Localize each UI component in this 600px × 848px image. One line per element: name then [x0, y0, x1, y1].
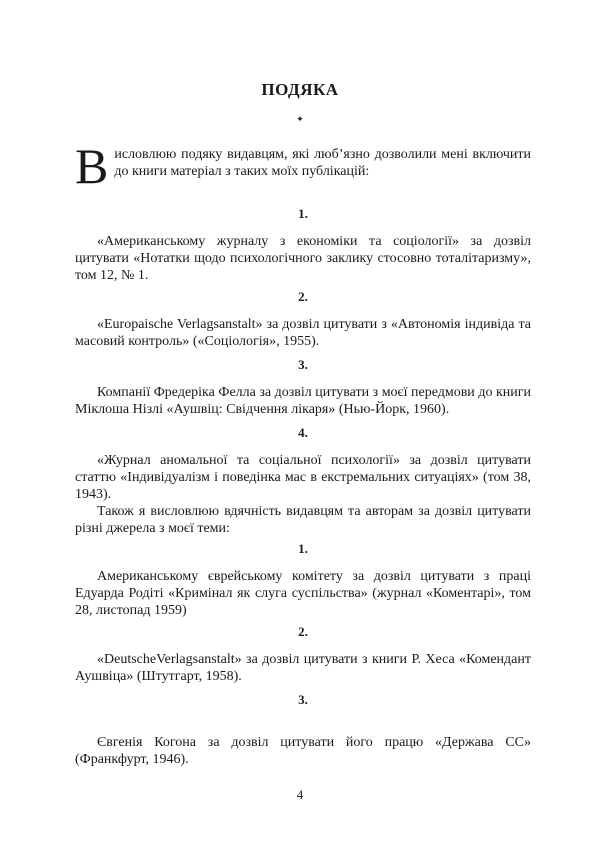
- section-number: 4.: [298, 425, 308, 440]
- section-text: «Europaische Verlagsanstalt» за дозвіл цитувати з «Автономія індивіда та масовий контроль» («Соціологія», 1955).: [75, 317, 531, 349]
- acknowledgement-section: [75, 624, 531, 685]
- drop-cap: В: [75, 138, 109, 194]
- ornament-icon: ✦: [296, 114, 304, 124]
- acknowledgement-section: [75, 692, 531, 768]
- page-number: 4: [296, 787, 304, 802]
- acknowledgement-section: [75, 541, 531, 619]
- section-number: 1.: [298, 206, 308, 221]
- section-text: «DeutscheVerlagsanstalt» за дозвіл цитувати з книги Р. Хеса «Комендант Аушвіца» (Штутгарт, 1958).: [75, 652, 531, 684]
- intro-paragraph: [75, 138, 531, 194]
- acknowledgement-section: [75, 289, 531, 350]
- section-text: Компанії Фредеріка Фелла за дозвіл цитувати з моєї передмови до книги Міклоша Нізлі «Аушвіц: Свідчення лікаря» (Нью-Йорк, 1960).: [75, 385, 531, 417]
- section-text: «Журнал аномальної та соціальної психології» за дозвіл цитувати статтю «Індивідуалізм і поведінка мас в екстремальних ситуаціях» (том 38, 1943).: [75, 453, 531, 502]
- section-number: 2.: [298, 624, 308, 639]
- section-text: Євгенія Когона за дозвіл цитувати його працю «Держава СС» (Франкфурт, 1946).: [75, 735, 531, 767]
- acknowledgement-section: [75, 206, 531, 284]
- section-number: 1.: [298, 541, 308, 556]
- acknowledgement-section: [75, 425, 531, 537]
- acknowledgement-section: [75, 357, 531, 418]
- section-text: Американському єврейському комітету за дозвіл цитувати з праці Едуарда Родіті «Кримінал як слуга суспільства» (журнал «Коментарі», том 28, листопад 1959): [75, 569, 531, 618]
- section-number: 3.: [298, 357, 308, 372]
- page-title: ПОДЯКА: [261, 80, 339, 99]
- intro-text: исловлюю подяку видавцям, які люб’язно дозволили мені включити до книги матеріал з таких моїх публікацій:: [114, 147, 531, 179]
- section-text: «Американському журналу з економіки та соціології» за дозвіл цитувати «Нотатки щодо психологічного заклику стосовно тоталітаризму», том 12, № 1.: [75, 234, 531, 283]
- section-number: 3.: [298, 692, 308, 707]
- section-text-continued: Також я висловлюю вдячність видавцям та авторам за дозвіл цитувати різні джерела з моєї теми:: [75, 504, 531, 536]
- section-number: 2.: [298, 289, 308, 304]
